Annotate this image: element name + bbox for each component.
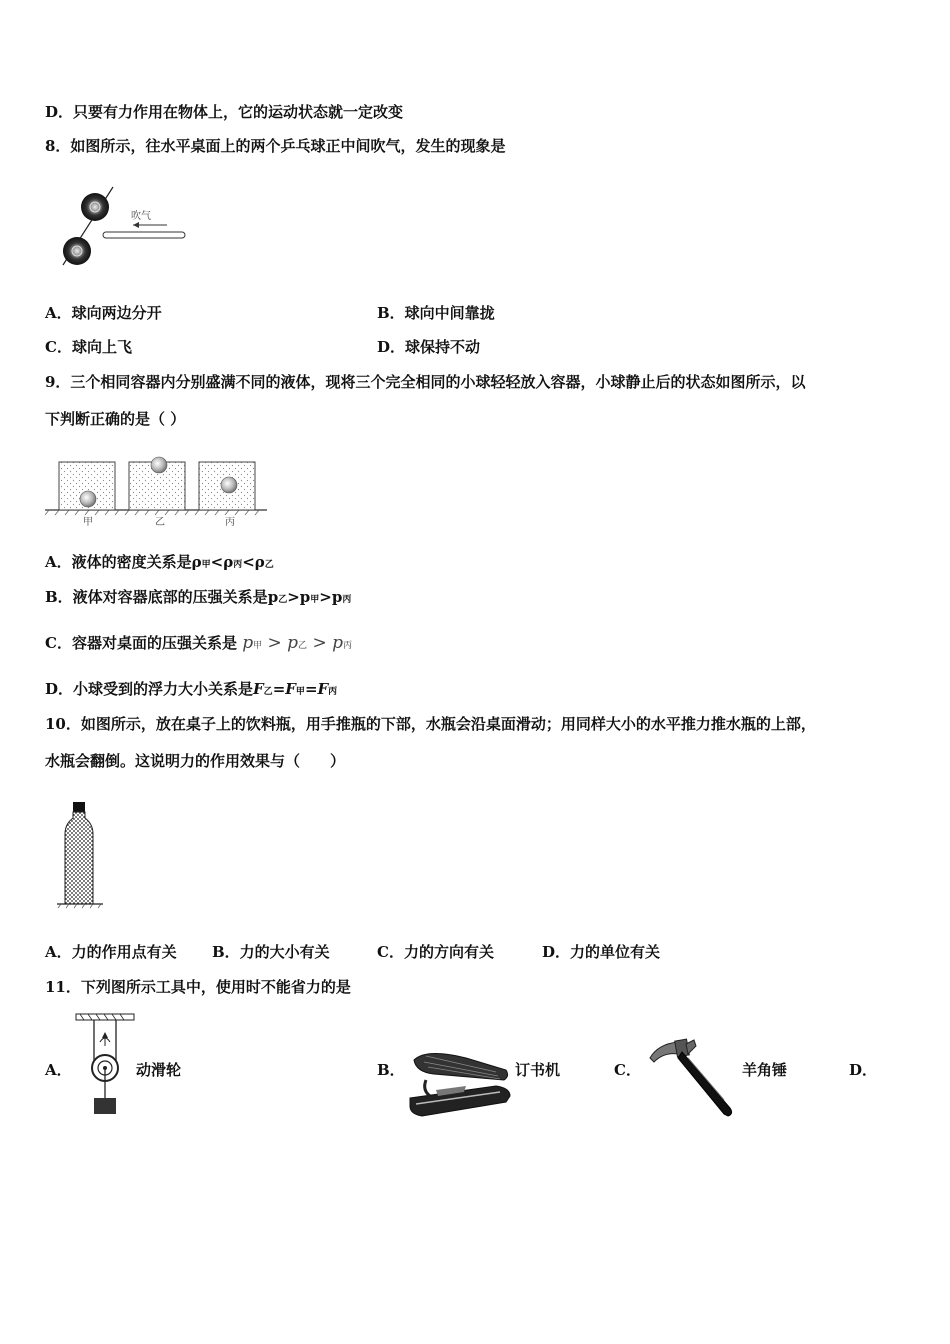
weight-block [94, 1098, 116, 1114]
q11-figure-movable-pulley [74, 1012, 136, 1120]
label-bing: 丙 [225, 517, 235, 528]
q9-stem-line1: 9．三个相同容器内分别盛满不同的液体，现将三个完全相同的小球轻轻放入容器，小球静止后的状态如图所示，以 [45, 373, 806, 391]
q11-figure-claw-hammer [644, 1034, 740, 1122]
q7-option-d: D．只要有力作用在物体上，它的运动状态就一定改变 [45, 103, 404, 121]
q8-figure-ping-pong-balls [55, 185, 195, 275]
q9-option-a: A．液体的密度关系是ρ甲<ρ丙<ρ乙 [45, 553, 274, 571]
q11-stem: 11．下列图所示工具中，使用时不能省力的是 [45, 978, 351, 996]
q9-option-c-formula: p甲 > p乙 > p丙 [242, 633, 353, 653]
q10-stem-line1: 10．如图所示，放在桌子上的饮料瓶，用手推瓶的下部，水瓶会沿桌面滑动；用同样大小的水平推力推水瓶的上部， [45, 715, 816, 733]
q8-option-a: A．球向两边分开 [45, 304, 162, 322]
bottle-cap [73, 802, 85, 812]
q10-option-a: A．力的作用点有关 [45, 943, 177, 961]
q9-figure-containers [45, 452, 270, 532]
q11-option-d-label: D． [849, 1061, 878, 1079]
container-yi [129, 457, 185, 510]
q9-stem-line2: 下判断正确的是（ ） [45, 410, 186, 428]
q9-option-d: D．小球受到的浮力大小关系是F乙=F甲=F丙 [45, 680, 338, 698]
q8-stem: 8．如图所示，往水平桌面上的两个乒乓球正中间吹气，发生的现象是 [45, 137, 506, 155]
q8-option-c: C．球向上飞 [45, 338, 132, 356]
container-jia [59, 462, 115, 510]
q9-option-b: B．液体对容器底部的压强关系是p乙>p甲>p丙 [45, 588, 352, 606]
q10-option-b: B．力的大小有关 [212, 943, 330, 961]
container-bing [199, 462, 255, 510]
q10-option-d: D．力的单位有关 [542, 943, 661, 961]
q10-stem-line2: 水瓶会翻倒。这说明力的作用效果与（ ） [45, 752, 346, 770]
q11-figure-stapler [406, 1040, 514, 1122]
ping-pong-ball-lower [63, 237, 91, 265]
q11-option-b-name: 订书机 [515, 1061, 561, 1079]
ping-pong-ball-upper [81, 193, 109, 221]
q10-option-c: C．力的方向有关 [377, 943, 494, 961]
q10-figure-bottle [55, 800, 105, 912]
label-yi: 乙 [155, 517, 165, 528]
q11-option-c-name: 羊角锤 [742, 1061, 788, 1079]
blow-label: 吹气 [131, 211, 151, 222]
q9-option-c: C．容器对桌面的压强关系是 p甲 > p乙 > p丙 [45, 633, 353, 653]
hammer-handle [678, 1052, 732, 1116]
q11-option-a-label: A． [45, 1061, 72, 1079]
label-jia: 甲 [83, 517, 93, 528]
bottle-body [65, 812, 93, 904]
q8-option-b: B．球向中间靠拢 [377, 304, 495, 322]
q8-option-d: D．球保持不动 [377, 338, 481, 356]
q11-option-c-label: C． [614, 1061, 641, 1079]
q11-option-a-name: 动滑轮 [136, 1061, 182, 1079]
q11-option-b-label: B． [377, 1061, 405, 1079]
straw-tube [103, 232, 185, 238]
